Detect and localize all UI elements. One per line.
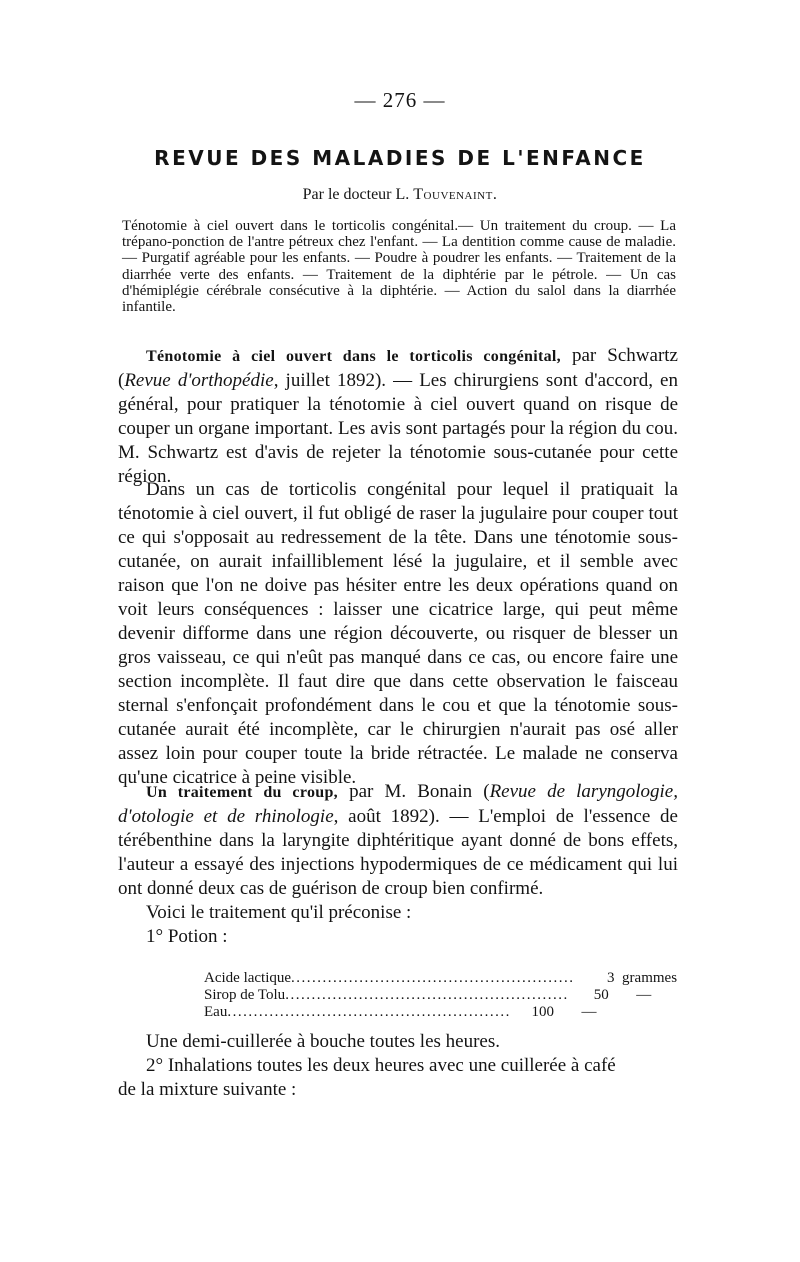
recipe-row <box>204 987 652 1004</box>
recipe-ingredient: Acide lactique <box>204 970 292 986</box>
article-torticolis-author: Schwartz ( <box>118 345 678 391</box>
recipe-unit: grammes <box>622 970 678 986</box>
recipe-leader: ...................................................... <box>285 987 569 1003</box>
recipe-row <box>204 970 678 987</box>
recipe-unit: — <box>636 987 652 1003</box>
byline-prefix: Par le docteur L. <box>302 186 410 203</box>
article-croup-title: Un traitement du croup, <box>146 784 338 801</box>
recipe-quantity: 3 <box>607 970 615 986</box>
article-torticolis-title: Ténotomie à ciel ouvert dans le torticolis congénital, <box>146 348 561 365</box>
recipe-leader: ...................................................... <box>291 970 575 986</box>
recipe-instructions <box>118 1030 678 1102</box>
article-croup-line-potion: 1° Potion : <box>146 926 228 947</box>
recipe-row <box>204 1004 624 1021</box>
article-torticolis-journal: Revue d'orthopédie <box>124 370 274 391</box>
recipe-leader: ...................................................... <box>227 1004 511 1020</box>
instruction-line: 2° Inhalations toutes les deux heures avec une cuillerée à café <box>146 1055 616 1076</box>
article-torticolis <box>118 344 678 489</box>
article-croup-text: , août 1892). — L'emploi de l'essence de térébenthine dans la laryngite diphtéritique ayant donné de bons effets, l'auteur a essayé des injections hypodermiques de ce médicament qui lui ont donné deux cas de guérison de croup bien confirmé. <box>118 806 678 899</box>
article-torticolis-body <box>118 478 678 790</box>
recipe-unit: — <box>581 1004 597 1020</box>
instruction-line: Une demi-cuillerée à bouche toutes les heures. <box>146 1031 500 1052</box>
byline-author: Touvenaint. <box>413 186 498 203</box>
article-croup-par: par M. Bonain ( <box>337 781 490 802</box>
chapter-heading: REVUE DES MALADIES DE L'ENFANCE <box>154 146 646 170</box>
instruction-line: de la mixture suivante : <box>118 1079 297 1100</box>
byline <box>0 186 800 204</box>
recipe-quantity: 50 <box>593 987 609 1003</box>
recipe-ingredient: Eau <box>204 1004 228 1020</box>
recipe-table <box>204 970 678 1021</box>
page-number: — 276 — <box>354 88 446 112</box>
recipe-quantity: 100 <box>531 1004 554 1020</box>
recipe-ingredient: Sirop de Tolu <box>204 987 286 1003</box>
article-torticolis-paragraph: Dans un cas de torticolis congénital pour lequel il pratiquait la ténotomie à ciel ouvert, il fut obligé de raser la jugulaire pour couper tout ce qui s'opposait au redressement de la tête. Dans une ténotomie sous-cutanée, on aurait infailliblement lésé la jugulaire, et il semble avec raison que l'on ne doive pas hésiter entre les deux opérations quand on voit leurs conséquences : laisser une cicatrice large, qui peut même devenir difforme dans une région découverte, ou risquer de blesser un gros vaisseau, ce qui n'eût pas manqué dans ce cas, ou encore faire une section incomplète. Il faut dire que dans cette observation le faisceau sternal s'enfonçait profondément dans le cou et que la ténotomie sous-cutanée aurait été incomplète, car le chirurgien n'aurait pas osé aller assez loin pour couper toute la bride rétractée. Le malade ne conserva qu'une cicatrice à peine visible. <box>118 479 678 788</box>
chapter-summary: Ténotomie à ciel ouvert dans le torticolis congénital.— Un traitement du croup. — La trépano-ponction de l'antre pétreux chez l'enfant. — La dentition comme cause de maladie. — Purgatif agréable pour les enfants. — Poudre à poudrer les enfants. — Traitement de la diarrhée verte des enfants. — Traitement de la diphtérie par le pétrole. — Un cas d'hémiplégie cérébrale consécutive à la diphtérie. — Action du salol dans la diarrhée infantile. <box>122 218 676 316</box>
article-croup-journal: Revue de laryngologie, d'otologie et de rhinologie <box>118 781 678 827</box>
article-croup <box>118 780 678 949</box>
article-torticolis-par: par <box>560 345 597 366</box>
article-torticolis-intro: , juillet 1892). — Les chirurgiens sont d'accord, en général, pour pratiquer la ténotomie à ciel ouvert quand on risque de couper un organe important. Les avis sont partagés pour la région du cou. M. Schwartz est d'avis de rejeter la ténotomie sous-cutanée pour cette région. <box>118 370 678 487</box>
article-croup-line-preconise: Voici le traitement qu'il préconise : <box>146 902 412 923</box>
